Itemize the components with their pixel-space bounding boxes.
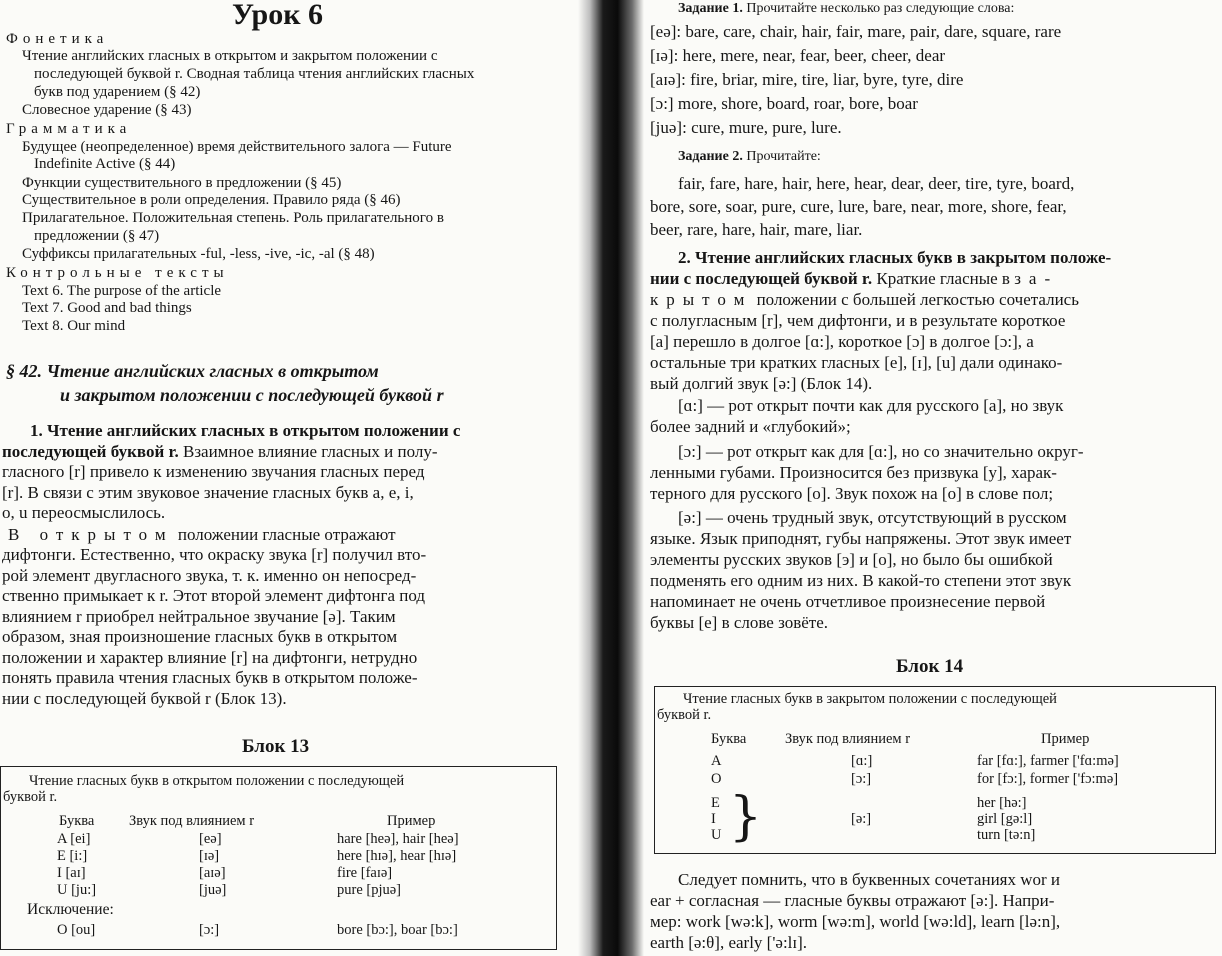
paragraph-line: [r]. В связи с этим звуковое значение гласных букв a, e, i,: [2, 483, 414, 502]
table-cell: pure [pjuə]: [337, 882, 402, 898]
paragraph-line: с полугласным [r], чем дифтонги, и в результате короткое: [650, 311, 1066, 330]
right-page: [644, 0, 1222, 956]
paragraph-line: [ɑ:] — рот открыт почти как для русского [а], но звук: [678, 396, 1064, 415]
section-grammar: Грамматика: [6, 121, 132, 137]
paragraph-line: earth [ə:θ], early ['ə:lɪ].: [650, 933, 808, 952]
paragraph-line: элементы русских звуков [э] и [о], но было бы ошибкой: [650, 550, 1053, 569]
paragraph-line: нии с последующей буквой r (Блок 13).: [2, 689, 287, 708]
paragraph-line: нии с последующей буквой r. Краткие гласные в за-: [650, 269, 1059, 288]
book-spine-shadow: [578, 0, 644, 956]
table-cell: [ɔ:]: [199, 922, 220, 938]
table-cell: turn [tə:n]: [977, 827, 1036, 843]
table-cell: [ɪə]: [199, 848, 220, 864]
table-cell: A [ei]: [57, 831, 91, 847]
word-list-line: fair, fare, hare, hair, here, hear, dear, deer, tire, tyre, board,: [678, 174, 1075, 193]
table-cell: U: [711, 827, 722, 843]
word-list-line: [ɪə]: here, mere, near, fear, beer, cheer, dear: [650, 46, 946, 65]
paragraph-line: более задний и «глубокий»;: [650, 417, 851, 436]
paragraph-line: влиянием r приобрел нейтральное звучание [ə]. Таким: [2, 607, 396, 626]
toc-line: Функции существительного в предложении (§ 45): [22, 175, 342, 191]
section-heading: и закрытом положении с последующей буквой r: [60, 385, 444, 405]
paragraph-line: остальные три кратких гласных [e], [ɪ], [u] дали одинако-: [650, 353, 1063, 372]
table-cell: far [fɑ:], farmer ['fɑ:mə]: [977, 753, 1119, 769]
paragraph-line: [a] перешло в долгое [ɑ:], короткое [ɔ] в долгое [ɔ:], а: [650, 332, 1034, 351]
table-caption: Чтение гласных букв в открытом положении с последующей: [29, 773, 405, 789]
table-cell: girl [gə:l]: [977, 811, 1033, 827]
paragraph-line: Следует помнить, что в буквенных сочетаниях wor и: [678, 870, 1061, 889]
toc-line: Чтение английских гласных в открытом и закрытом положении с: [22, 48, 438, 64]
paragraph-line: понять правила чтения гласных букв в открытом положе-: [2, 668, 418, 687]
table-header: Звук под влиянием r: [785, 731, 911, 747]
paragraph-line: образом, зная произношение гласных букв в открытом: [2, 627, 398, 646]
table-header: Пример: [1041, 731, 1090, 747]
lesson-title: Урок 6: [232, 0, 324, 31]
table-cell: I: [711, 811, 716, 827]
paragraph-line: ленными губами. Произносится без призвука [у], харак-: [650, 463, 1057, 482]
paragraph-line: последующей буквой r. Взаимное влияние гласных и полу-: [2, 442, 438, 461]
paragraph-line: рой элемент двугласного звука, т. к. именно он непосред-: [2, 566, 417, 585]
table-header: Пример: [387, 813, 436, 829]
paragraph-line: ственно примыкает к r. Этот второй элемент дифтонга под: [2, 586, 425, 605]
toc-line: Существительное в роли определения. Правило ряда (§ 46): [22, 192, 401, 208]
toc-line: Суффиксы прилагательных -ful, -less, -ive, -ic, -al (§ 48): [22, 246, 375, 262]
table-cell: bore [bɔ:], boar [bɔ:]: [337, 922, 458, 938]
table-caption: буквой r.: [3, 789, 58, 805]
table-cell: her [hə:]: [977, 795, 1027, 811]
block-14-table: [654, 686, 1216, 854]
table-cell: E: [711, 795, 720, 811]
table-cell: [eə]: [199, 831, 222, 847]
table-cell: hare [heə], hair [heə]: [337, 831, 459, 847]
paragraph-line: 2. Чтение английских гласных букв в закрытом положе-: [678, 248, 1112, 267]
table-cell: O: [711, 771, 722, 787]
task-2-heading: Задание 2. Прочитайте:: [678, 149, 821, 164]
exception-label: Исключение:: [27, 901, 114, 918]
paragraph-line: крытом положении с большей легкостью сочетались: [650, 290, 1079, 309]
table-cell: U [ju:]: [57, 882, 97, 898]
left-page: [0, 0, 578, 956]
toc-line: Прилагательное. Положительная степень. Роль прилагательного в: [22, 210, 444, 226]
toc-line: Словесное ударение (§ 43): [22, 102, 192, 118]
table-cell: A: [711, 753, 722, 769]
word-list-line: [eə]: bare, care, chair, hair, fair, mare, pair, dare, square, rare: [650, 22, 1062, 41]
word-list-line: [aɪə]: fire, briar, mire, tire, liar, byre, tyre, dire: [650, 70, 964, 89]
toc-line: Text 6. The purpose of the article: [22, 283, 222, 299]
toc-line: Text 8. Our mind: [22, 318, 126, 334]
task-1-heading: Задание 1. Прочитайте несколько раз следующие слова:: [678, 1, 1015, 16]
paragraph-line: [ə:] — очень трудный звук, отсутствующий в русском: [678, 508, 1067, 527]
toc-line: предложении (§ 47): [34, 228, 160, 244]
paragraph-line: 1. Чтение английских гласных в открытом положении с: [30, 421, 461, 440]
section-phonetics: Фонетика: [6, 31, 109, 47]
paragraph-line: гласного [r] привело к изменению звучания гласных перед: [2, 462, 425, 481]
paragraph-line: ear + согласная — гласные буквы отражают [ə:]. Напри-: [650, 891, 1055, 910]
paragraph-line: мер: work [wə:k], worm [wə:m], world [wə:ld], learn [lə:n],: [650, 912, 1061, 931]
section-heading: § 42. Чтение английских гласных в открытом: [6, 361, 379, 381]
paragraph-line: языке. Язык приподнят, губы напряжены. Этот звук имеет: [650, 529, 1072, 548]
toc-line: последующей буквой r. Сводная таблица чтения английских гласных: [34, 66, 475, 82]
block-14-title: Блок 14: [896, 656, 964, 677]
paragraph-line: дифтонги. Естественно, что окраску звука [r] получил вто-: [2, 545, 427, 564]
word-list-line: [ɔ:] more, shore, board, roar, bore, boar: [650, 94, 918, 113]
toc-line: букв под ударением (§ 42): [34, 84, 201, 100]
toc-line: Indefinite Active (§ 44): [34, 156, 176, 172]
table-caption: Чтение гласных букв в закрытом положении с последующей: [683, 691, 1057, 707]
table-cell: [aɪə]: [199, 865, 226, 881]
word-list-line: [juə]: cure, mure, pure, lure.: [650, 118, 842, 137]
paragraph-line: [ɔ:] — рот открыт как для [ɑ:], но со значительно округ-: [678, 442, 1084, 461]
paragraph-line: подменять его одним из них. В какой-то степени этот звук: [650, 571, 1072, 590]
table-cell: fire [faɪə]: [337, 865, 393, 881]
word-list-line: bore, sore, soar, pure, cure, lure, bare, near, more, shore, fear,: [650, 197, 1067, 216]
paragraph-line: напоминает не очень отчетливое произнесение первой: [650, 592, 1046, 611]
toc-line: Будущее (неопределенное) время действительного залога — Future: [22, 139, 452, 155]
section-texts: Контрольные тексты: [6, 265, 229, 281]
toc-line: Text 7. Good and bad things: [22, 300, 192, 316]
curly-brace: }: [729, 787, 763, 847]
table-cell: I [aɪ]: [57, 865, 86, 881]
table-header: Буква: [711, 731, 747, 747]
paragraph-line: вый долгий звук [ə:] (Блок 14).: [650, 374, 873, 393]
paragraph-line: o, u переосмыслилось.: [2, 503, 166, 522]
table-cell: [ɔ:]: [851, 771, 872, 787]
table-header: Звук под влиянием r: [129, 813, 255, 829]
table-cell: [juə]: [199, 882, 227, 898]
block-13-title: Блок 13: [242, 736, 310, 757]
table-cell: here [hɪə], hear [hɪə]: [337, 848, 457, 864]
table-cell: for [fɔ:], former ['fɔ:mə]: [977, 771, 1119, 787]
paragraph-line: В открытом положении гласные отражают: [8, 525, 396, 544]
word-list-line: beer, rare, hare, hair, mare, liar.: [650, 220, 863, 239]
table-cell: E [i:]: [57, 848, 88, 864]
paragraph-line: буквы [е] в слове зовёте.: [650, 613, 829, 632]
table-cell: [ə:]: [851, 811, 872, 827]
block-13-table: [0, 766, 557, 950]
paragraph-line: терного для русского [о]. Звук похож на [о] в слове пол;: [650, 484, 1054, 503]
table-cell: O [ou]: [57, 922, 96, 938]
table-cell: [ɑ:]: [851, 753, 873, 769]
table-header: Буква: [59, 813, 95, 829]
paragraph-line: положении и характер влияние [r] на дифтонги, нетрудно: [2, 648, 418, 667]
table-caption: буквой r.: [657, 707, 712, 723]
